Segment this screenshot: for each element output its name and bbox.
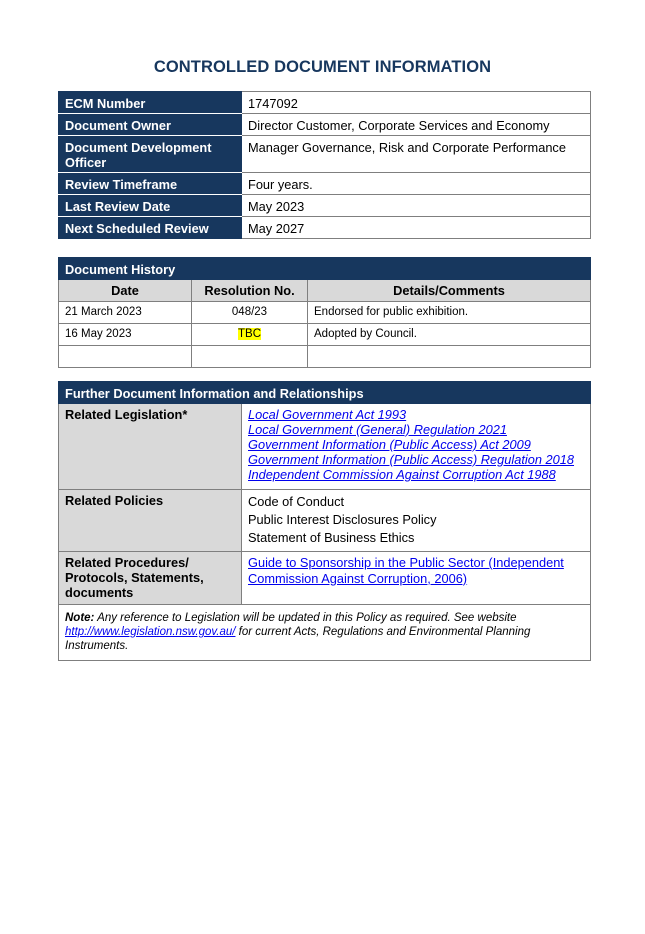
table-row: [59, 552, 591, 605]
history-details: Endorsed for public exhibition.: [308, 302, 591, 324]
related-legislation-list: [242, 404, 591, 490]
table-row: [59, 302, 591, 324]
history-details: Adopted by Council.: [308, 324, 591, 346]
document-info-table: [58, 91, 591, 239]
policy-item: Statement of Business Ethics: [248, 530, 415, 545]
related-policies-list: [242, 490, 591, 552]
last-review-date-value: May 2023: [242, 195, 591, 217]
legislation-link[interactable]: Local Government Act 1993: [248, 407, 407, 422]
procedure-link[interactable]: Guide to Sponsorship in the Public Sector (Independent: [248, 555, 564, 570]
policy-item: Code of Conduct: [248, 494, 345, 509]
document-owner-label: Document Owner: [59, 114, 242, 136]
table-row: [59, 114, 591, 136]
development-officer-label: Document Development Officer: [59, 136, 242, 173]
note-text: for current Acts, Regulations and Environmental Planning: [235, 626, 531, 638]
note-text: Any reference to Legislation will be updated in this Policy as required. See website: [94, 612, 517, 624]
table-row: [59, 195, 591, 217]
column-header-date: Date: [59, 280, 192, 302]
column-header-resolution: Resolution No.: [192, 280, 308, 302]
history-date: 16 May 2023: [59, 324, 192, 346]
related-procedures-list: [242, 552, 591, 605]
development-officer-value: Manager Governance, Risk and Corporate Performance: [242, 136, 591, 173]
legislation-link[interactable]: Government Information (Public Access) Regulation 2018: [248, 452, 575, 467]
legislation-link[interactable]: Government Information (Public Access) Act 2009: [248, 437, 531, 452]
document-history-table: [58, 257, 591, 368]
review-timeframe-label: Review Timeframe: [59, 173, 242, 195]
further-info-title: Further Document Information and Relationships: [59, 382, 591, 404]
table-row: [59, 490, 591, 552]
history-date: [59, 346, 192, 368]
column-header-details: Details/Comments: [308, 280, 591, 302]
further-information-table: [58, 381, 591, 661]
history-resolution: [192, 346, 308, 368]
procedure-link[interactable]: Commission Against Corruption, 2006): [248, 570, 468, 586]
table-row: [59, 136, 591, 173]
related-procedures-label: Related Procedures/ Protocols, Statements, documents: [59, 552, 242, 605]
ecm-number-value: 1747092: [242, 92, 591, 114]
table-row: [59, 605, 591, 661]
ecm-number-label: ECM Number: [59, 92, 242, 114]
note-label: Note:: [65, 612, 95, 624]
policy-item: Public Interest Disclosures Policy: [248, 512, 437, 527]
history-date: 21 March 2023: [59, 302, 192, 324]
next-review-label: Next Scheduled Review: [59, 217, 242, 239]
table-row: [59, 404, 591, 490]
table-row: [59, 217, 591, 239]
table-row: [59, 324, 591, 346]
review-timeframe-value: Four years.: [242, 173, 591, 195]
table-row: [59, 346, 591, 368]
related-policies-label: Related Policies: [59, 490, 242, 552]
note-cell: [59, 605, 591, 661]
highlighted-resolution: TBC: [238, 328, 261, 340]
related-legislation-label: Related Legislation*: [59, 404, 242, 490]
table-row: [59, 92, 591, 114]
history-details: [308, 346, 591, 368]
table-row: [59, 173, 591, 195]
legislation-link[interactable]: Independent Commission Against Corruption Act 1988: [248, 467, 556, 482]
history-title: Document History: [59, 258, 591, 280]
legislation-website-link[interactable]: http://www.legislation.nsw.gov.au/: [65, 626, 236, 638]
history-resolution: 048/23: [192, 302, 308, 324]
history-resolution: [192, 324, 308, 346]
last-review-date-label: Last Review Date: [59, 195, 242, 217]
document-owner-value: Director Customer, Corporate Services and Economy: [242, 114, 591, 136]
page-title: CONTROLLED DOCUMENT INFORMATION: [153, 58, 492, 76]
legislation-link[interactable]: Local Government (General) Regulation 2021: [248, 422, 507, 437]
next-review-value: May 2027: [242, 217, 591, 239]
note-text: Instruments.: [65, 640, 129, 652]
